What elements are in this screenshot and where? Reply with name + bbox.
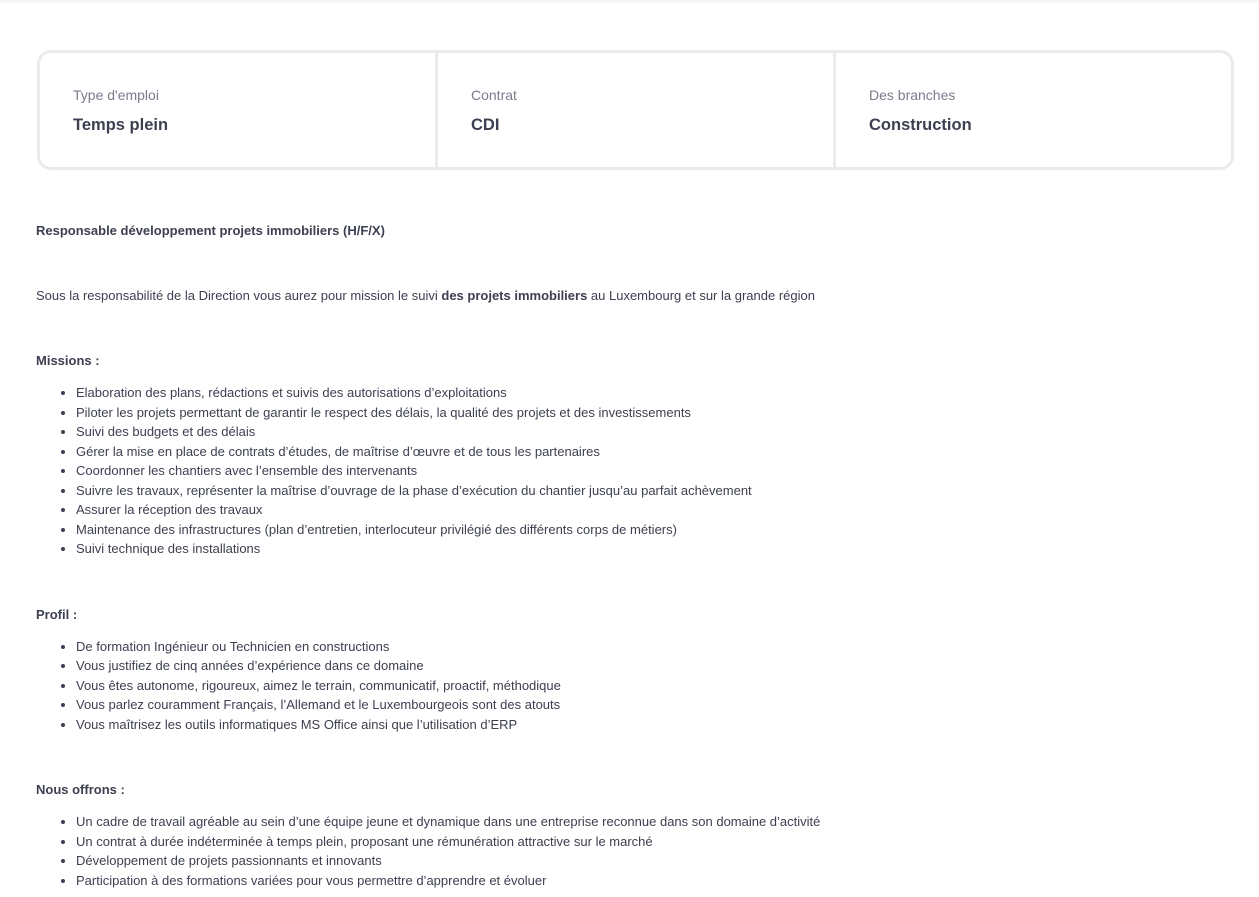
info-label: Des branches: [869, 87, 956, 103]
list-item: • Un cadre de travail agréable au sein d’une équipe jeune et dynamique dans une entreprise reconnue dans son domaine d’activité: [76, 812, 1236, 832]
list-item: • Suivi des budgets et des délais: [76, 422, 1236, 442]
job-info-card: [37, 50, 1234, 170]
list-item: • De formation Ingénieur ou Technicien en constructions: [76, 637, 1236, 657]
profil-title: Profil :: [36, 606, 78, 622]
info-label: Contrat: [471, 87, 517, 103]
list-item: • Assurer la réception des travaux: [76, 500, 1236, 520]
info-contract: [435, 53, 833, 167]
list-item: • Suivi technique des installations: [76, 539, 1236, 559]
info-value: Construction: [869, 116, 972, 134]
list-item: • Maintenance des infrastructures (plan d’entretien, interlocuteur privilégié des différents corps de métiers): [76, 520, 1236, 540]
intro-highlight: des projets immobiliers: [441, 288, 588, 303]
info-label: Type d'emploi: [73, 87, 159, 103]
list-item: • Vous justifiez de cinq années d’expérience dans ce domaine: [76, 656, 1236, 676]
job-intro: [36, 286, 1236, 305]
offre-list: [36, 812, 1236, 890]
intro-text-end: au Luxembourg et sur la grande région: [587, 288, 815, 303]
list-item: • Suivre les travaux, représenter la maîtrise d’ouvrage de la phase d’exécution du chantier jusqu’au parfait achèvement: [76, 481, 1236, 501]
info-branches: [833, 53, 1231, 167]
list-item: • Vous parlez couramment Français, l’Allemand et le Luxembourgeois sont des atouts: [76, 695, 1236, 715]
list-item: • Piloter les projets permettant de garantir le respect des délais, la qualité des projets et des investissements: [76, 403, 1236, 423]
missions-title: Missions :: [36, 353, 100, 368]
missions-list: [36, 383, 1236, 559]
profil-list: [36, 637, 1236, 735]
job-title: Responsable développement projets immobiliers (H/F/X): [36, 223, 385, 238]
list-item: • Développement de projets passionnants et innovants: [76, 851, 1236, 871]
job-description: [36, 221, 1236, 890]
intro-text: Sous la responsabilité de la Direction vous aurez pour mission le suivi: [36, 288, 442, 303]
info-value: CDI: [471, 116, 500, 134]
list-item: • Un contrat à durée indéterminée à temps plein, proposant une rémunération attractive sur le marché: [76, 832, 1236, 852]
list-item: • Participation à des formations variées pour vous permettre d’apprendre et évoluer: [76, 871, 1236, 891]
list-item: • Coordonner les chantiers avec l’ensemble des intervenants: [76, 461, 1236, 481]
list-item: • Elaboration des plans, rédactions et suivis des autorisations d’exploitations: [76, 383, 1236, 403]
list-item: • Gérer la mise en place de contrats d’études, de maîtrise d’œuvre et de tous les partenaires: [76, 442, 1236, 462]
list-item: • Vous maîtrisez les outils informatiques MS Office ainsi que l’utilisation d’ERP: [76, 715, 1236, 735]
header-shadow: [0, 0, 1259, 4]
list-item: • Vous êtes autonome, rigoureux, aimez le terrain, communicatif, proactif, méthodique: [76, 676, 1236, 696]
info-value: Temps plein: [73, 116, 169, 134]
info-employment-type: [40, 53, 435, 167]
offre-title: Nous offrons :: [36, 782, 125, 797]
